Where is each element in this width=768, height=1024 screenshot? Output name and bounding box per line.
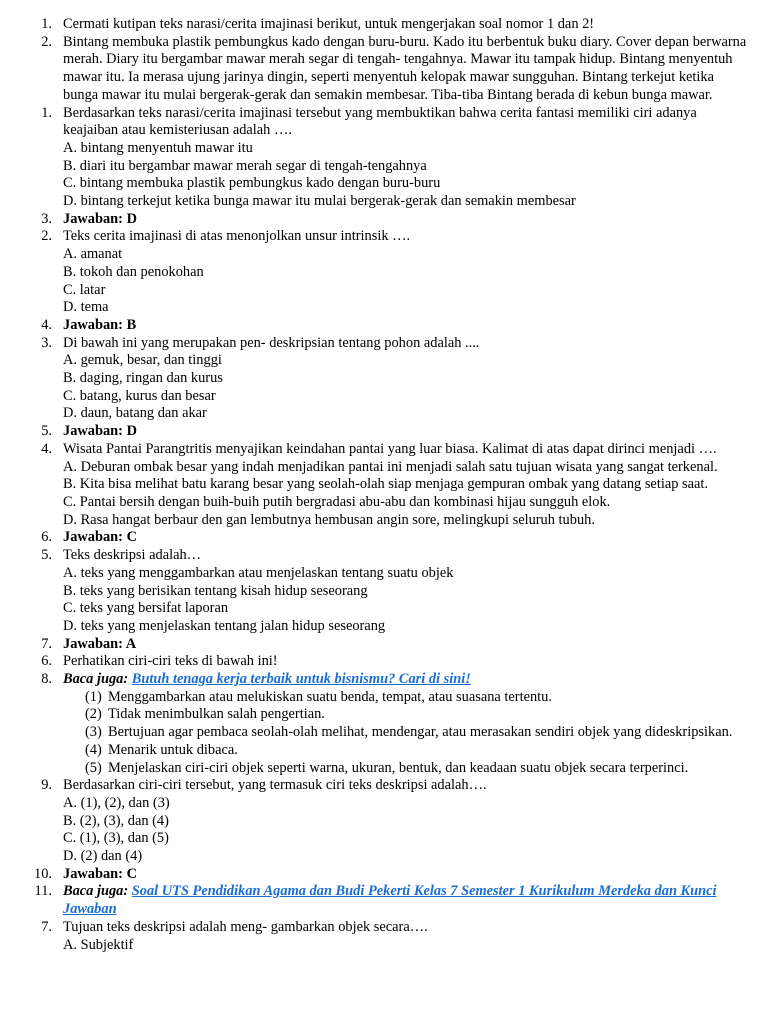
answer-key [0, 529, 768, 547]
answer-option [0, 813, 768, 831]
option-text: D. (2) dan (4) [63, 848, 143, 865]
question-item [0, 335, 768, 353]
list-number: 2. [41, 33, 52, 50]
answer-option [0, 565, 768, 583]
list-number: 1. [41, 104, 52, 121]
question-item [0, 441, 768, 459]
answer-option [0, 848, 768, 866]
criteria-number: (2) [85, 706, 102, 723]
criteria-number: (3) [85, 724, 102, 741]
option-text: A. Deburan ombak besar yang indah menjadikan pantai ini menjadi salah satu tujuan wisata yang sangat terkenal. [63, 458, 718, 475]
option-text: B. teks yang berisikan tentang kisah hidup seseorang [63, 582, 368, 599]
option-text: B. daging, ringan dan kurus [63, 370, 223, 387]
list-number: 9. [41, 777, 52, 794]
option-text: C. teks yang bersifat laporan [63, 600, 229, 617]
option-text: A. (1), (2), dan (3) [63, 794, 170, 811]
answer-option [0, 459, 768, 477]
answer-option [0, 405, 768, 423]
answer-key [0, 211, 768, 229]
read-also-link[interactable]: Soal UTS Pendidikan Agama dan Budi Pekerti Kelas 7 Semester 1 Kurikulum Merdeka dan Kunci Jawaban [63, 883, 717, 918]
read-also [0, 883, 768, 918]
criteria-number: (5) [85, 759, 102, 776]
option-text: A. gemuk, besar, dan tinggi [63, 352, 222, 369]
answer-option [0, 370, 768, 388]
option-text: A. teks yang menggambarkan atau menjelaskan tentang suatu objek [63, 564, 454, 581]
answer-key-text: Jawaban: D [63, 210, 137, 227]
option-text: B. diari itu bergambar mawar merah segar di tengah-tengahnya [63, 157, 427, 174]
question-text: Teks cerita imajinasi di atas menonjolkan unsur intrinsik …. [63, 228, 411, 245]
answer-option [0, 600, 768, 618]
answer-key-text: Jawaban: B [63, 316, 137, 333]
criteria-text: Bertujuan agar pembaca seolah-olah melihat, mendengar, atau merasakan sendiri objek yang dideskripsikan. [108, 724, 733, 741]
criteria-text: Tidak menimbulkan salah pengertian. [108, 706, 325, 723]
criteria-text: Menarik untuk dibaca. [108, 741, 238, 758]
question-item [0, 228, 768, 246]
list-number: 8. [41, 671, 52, 688]
question-item [0, 653, 768, 671]
criteria-text: Menggambarkan atau melukiskan suatu benda, tempat, atau suasana tertentu. [108, 688, 552, 705]
question-text: Cermati kutipan teks narasi/cerita imajinasi berikut, untuk mengerjakan soal nomor 1 dan 2! [63, 16, 595, 32]
answer-key [0, 866, 768, 884]
option-text: B. Kita bisa melihat batu karang besar yang seolah-olah siap menjaga gempuran ombak yang datang setiap saat. [63, 476, 708, 493]
list-number: 11. [34, 883, 52, 900]
answer-option [0, 299, 768, 317]
option-text: A. Subjektif [63, 936, 134, 953]
list-number: 1. [41, 16, 52, 32]
list-number: 2. [41, 228, 52, 245]
option-text: D. bintang terkejut ketika bunga mawar itu mulai bergerak-gerak dan semakin membesar [63, 193, 576, 210]
list-number: 6. [41, 653, 52, 670]
answer-option [0, 937, 768, 955]
answer-option [0, 795, 768, 813]
option-text: C. bintang membuka plastik pembungkus kado dengan buru-buru [63, 175, 441, 192]
criteria-text: Menjelaskan ciri-ciri objek seperti warna, ukuran, bentuk, dan keadaan suatu objek secara terperinci. [108, 759, 689, 776]
option-text: C. Pantai bersih dengan buih-buih putih bergradasi abu-abu dan kombinasi hijau sungguh elok. [63, 493, 611, 510]
answer-option [0, 175, 768, 193]
answer-key [0, 423, 768, 441]
criteria-item [0, 689, 768, 707]
criteria-item [0, 706, 768, 724]
list-number: 10. [34, 865, 52, 882]
read-also-label: Baca juga: [63, 671, 129, 688]
question-text: Bintang membuka plastik pembungkus kado dengan buru-buru. Kado itu berbentuk buku diary. Cover depan berwarna merah. Diary itu bergambar mawar merah segar di tengah- tengahnya. Mawar itu tampak hidup. Bintang menyentuh mawar itu. Ia merasa ujung jarinya dingin, seperti menyentuh kelopak mawar sungguhan. Bintang terkejut ketika bunga mawar itu mulai bergerak-gerak dan semakin membesar. Tiba-tiba Bintang berada di kebun bunga mawar. [63, 33, 747, 103]
criteria-number: (4) [85, 741, 102, 758]
question-text: Perhatikan ciri-ciri teks di bawah ini! [63, 653, 278, 670]
list-number: 7. [41, 635, 52, 652]
list-number: 3. [41, 210, 52, 227]
answer-option [0, 246, 768, 264]
option-text: A. amanat [63, 246, 123, 263]
list-number: 4. [41, 316, 52, 333]
answer-key-text: Jawaban: C [63, 865, 137, 882]
answer-option [0, 158, 768, 176]
option-text: C. (1), (3), dan (5) [63, 830, 169, 847]
read-also-link[interactable]: Butuh tenaga kerja terbaik untuk bisnismu? Cari di sini! [131, 671, 471, 688]
question-text: Berdasarkan ciri-ciri tersebut, yang termasuk ciri teks deskripsi adalah…. [63, 777, 487, 794]
answer-option [0, 494, 768, 512]
option-text: D. daun, batang dan akar [63, 405, 207, 422]
question-item [0, 34, 768, 105]
answer-key-text: Jawaban: D [63, 423, 137, 440]
question-item [0, 919, 768, 937]
answer-key-text: Jawaban: A [63, 635, 137, 652]
option-text: D. tema [63, 299, 109, 316]
question-text: Teks deskripsi adalah… [63, 547, 202, 564]
answer-option [0, 512, 768, 530]
option-text: B. (2), (3), dan (4) [63, 812, 169, 829]
answer-option [0, 388, 768, 406]
answer-option [0, 282, 768, 300]
answer-option [0, 476, 768, 494]
read-also [0, 671, 768, 689]
question-text: Wisata Pantai Parangtritis menyajikan keindahan pantai yang luar biasa. Kalimat di atas dapat dirinci menjadi …. [63, 440, 717, 457]
answer-key-text: Jawaban: C [63, 529, 137, 546]
answer-key [0, 636, 768, 654]
answer-option [0, 830, 768, 848]
answer-option [0, 193, 768, 211]
answer-option [0, 352, 768, 370]
list-number: 7. [41, 918, 52, 935]
question-text: Tujuan teks deskripsi adalah meng- gambarkan objek secara…. [63, 918, 428, 935]
question-item [0, 16, 768, 34]
answer-option [0, 583, 768, 601]
question-item [0, 105, 768, 140]
question-item [0, 777, 768, 795]
option-text: D. teks yang menjelaskan tentang jalan hidup seseorang [63, 617, 386, 634]
question-text: Berdasarkan teks narasi/cerita imajinasi tersebut yang membuktikan bahwa cerita fantasi memiliki ciri adanya keajaiban atau kemisteriusan adalah …. [63, 104, 697, 139]
question-text: Di bawah ini yang merupakan pen- deskripsian tentang pohon adalah .... [63, 334, 480, 351]
list-number: 5. [41, 423, 52, 440]
answer-option [0, 264, 768, 282]
question-item [0, 547, 768, 565]
answer-option [0, 140, 768, 158]
answer-option [0, 618, 768, 636]
criteria-number: (1) [85, 688, 102, 705]
option-text: B. tokoh dan penokohan [63, 263, 204, 280]
list-number: 4. [41, 440, 52, 457]
option-text: A. bintang menyentuh mawar itu [63, 139, 253, 156]
option-text: D. Rasa hangat berbaur den gan lembutnya hembusan angin sore, melingkupi seluruh tubuh. [63, 511, 595, 528]
option-text: C. batang, kurus dan besar [63, 387, 216, 404]
criteria-item [0, 724, 768, 742]
list-number: 3. [41, 334, 52, 351]
read-also-label: Baca juga: [63, 883, 129, 900]
list-number: 5. [41, 547, 52, 564]
answer-key [0, 317, 768, 335]
list-number: 6. [41, 529, 52, 546]
criteria-item [0, 760, 768, 778]
option-text: C. latar [63, 281, 106, 298]
criteria-item [0, 742, 768, 760]
